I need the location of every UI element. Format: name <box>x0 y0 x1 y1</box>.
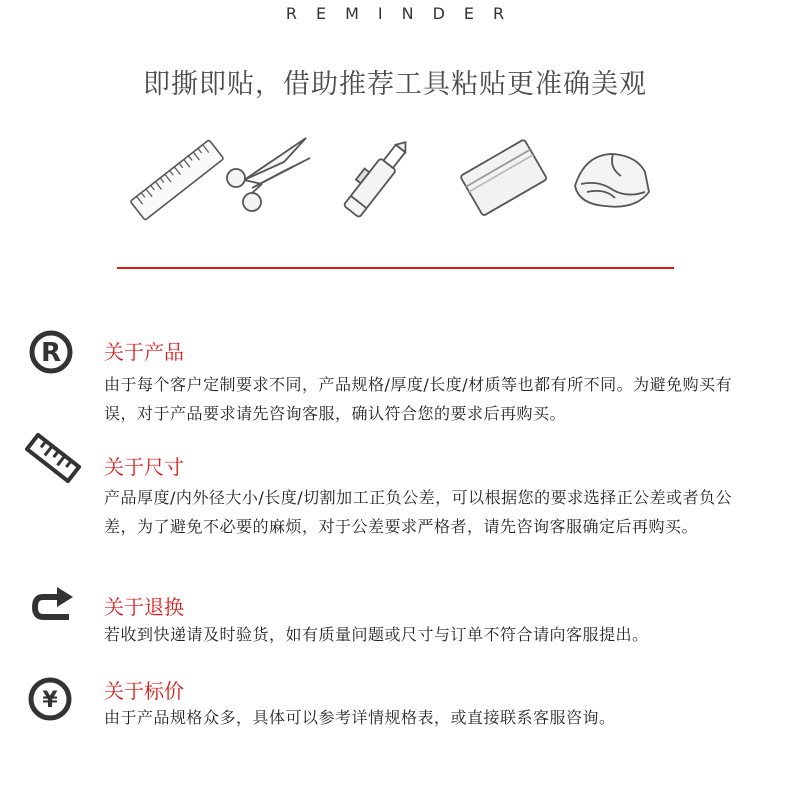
section-body: 产品厚度/内外径大小/长度/切割加工正负公差，可以根据您的要求选择正公差或者负公差，为了避免不必要的麻烦，对于公差要求严格者，请先咨询客服确定后再购买。 <box>104 488 733 536</box>
utility-knife-icon <box>332 132 422 222</box>
svg-text:R: R <box>40 338 62 368</box>
tools-illustration <box>110 120 680 230</box>
headline: 即撕即贴，借助推荐工具粘贴更准确美观 <box>143 69 647 100</box>
reminder-heading: REMINDER <box>285 4 524 23</box>
divider-line <box>117 267 674 269</box>
section-body: 若收到快递请及时验货，如有质量问题或尺寸与订单不符合请向客服提出。 <box>104 625 649 644</box>
ruler-icon <box>125 135 230 225</box>
section-title: 关于尺寸 <box>104 455 184 479</box>
ruler-icon <box>25 433 81 483</box>
section-title: 关于退换 <box>104 595 184 619</box>
section-title: 关于产品 <box>104 340 184 364</box>
scissors-icon <box>222 132 312 217</box>
return-arrow-icon <box>29 585 75 625</box>
section-body: 由于产品规格众多，具体可以参考详情规格表，或直接联系客服咨询。 <box>104 708 616 727</box>
cloth-icon <box>565 146 655 216</box>
svg-text:¥: ¥ <box>42 688 58 713</box>
yen-icon <box>28 677 72 721</box>
section-body: 由于每个客户定制要求不同，产品规格/厚度/长度/材质等也都有所不同。为避免购买有误，对于产品要求请先咨询客服，确认符合您的要求后再购买。 <box>104 375 733 423</box>
section-title: 关于标价 <box>104 679 184 703</box>
registered-icon <box>29 330 73 374</box>
card-scraper-icon <box>455 138 555 218</box>
